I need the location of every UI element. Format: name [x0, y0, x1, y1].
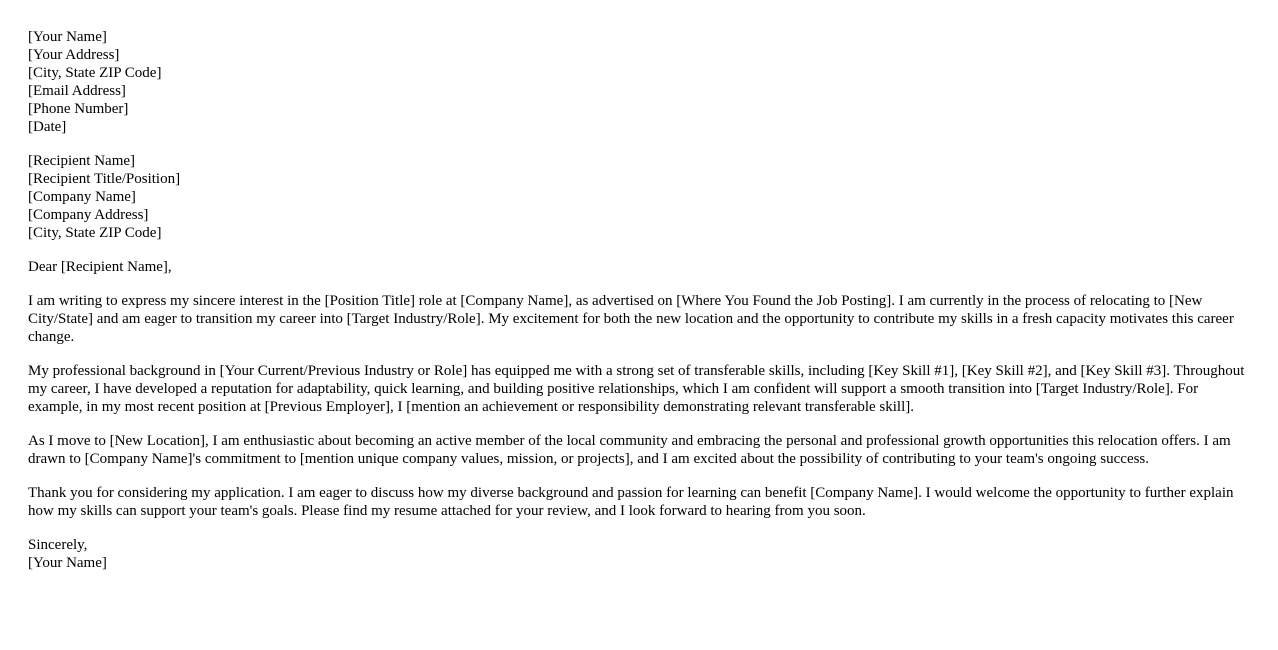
sender-email: [Email Address] [28, 83, 126, 99]
body-paragraph-3: As I move to [New Location], I am enthusiastic about becoming an active member of the local community and embracing the personal and professional growth opportunities this relocation offers. I am drawn to [Company Name]'s commitment to [mention unique company values, mission, or projects], and I am excited about the possibility of contributing to your team's ongoing success. [28, 433, 1231, 467]
body-paragraph-1: I am writing to express my sincere interest in the [Position Title] role at [Company Name], as advertised on [Where You Found the Job Posting]. I am currently in the process of relocating to [New City/State] and am eager to transition my career into [Target Industry/Role]. My excitement for both the new location and the opportunity to contribute my skills in a fresh capacity motivates this career change. [28, 293, 1234, 345]
recipient-company: [Company Name] [28, 189, 136, 205]
sender-city-state-zip: [City, State ZIP Code] [28, 65, 162, 81]
recipient-title: [Recipient Title/Position] [28, 171, 181, 187]
letter-date: [Date] [28, 119, 67, 135]
sender-address-block [28, 28, 1250, 136]
recipient-company-address: [Company Address] [28, 207, 149, 223]
body-paragraph-4: Thank you for considering my application. I am eager to discuss how my diverse background and passion for learning can benefit [Company Name]. I would welcome the opportunity to further explain how my skills can support your team's goals. Please find my resume attached for your review, and I look forward to hearing from you soon. [28, 485, 1234, 519]
recipient-city-state-zip: [City, State ZIP Code] [28, 225, 162, 241]
sender-phone: [Phone Number] [28, 101, 129, 117]
recipient-name: [Recipient Name] [28, 153, 136, 169]
body-paragraph-2: My professional background in [Your Current/Previous Industry or Role] has equipped me with a strong set of transferable skills, including [Key Skill #1], [Key Skill #2], and [Key Skill #3]. Throughout my career, I have developed a reputation for adaptability, quick learning, and building positive relationships, which I am confident will support a smooth transition into [Target Industry/Role]. For example, in my most recent position at [Previous Employer], I [mention an achievement or responsibility demonstrating relevant transferable skill]. [28, 363, 1245, 415]
sender-address: [Your Address] [28, 47, 120, 63]
salutation: Dear [Recipient Name], [28, 259, 172, 275]
recipient-address-block [28, 152, 1250, 242]
closing-block [28, 536, 1250, 572]
cover-letter [28, 28, 1250, 588]
sender-name: [Your Name] [28, 29, 107, 45]
sign-off: Sincerely, [28, 537, 88, 553]
signature-name: [Your Name] [28, 555, 107, 571]
